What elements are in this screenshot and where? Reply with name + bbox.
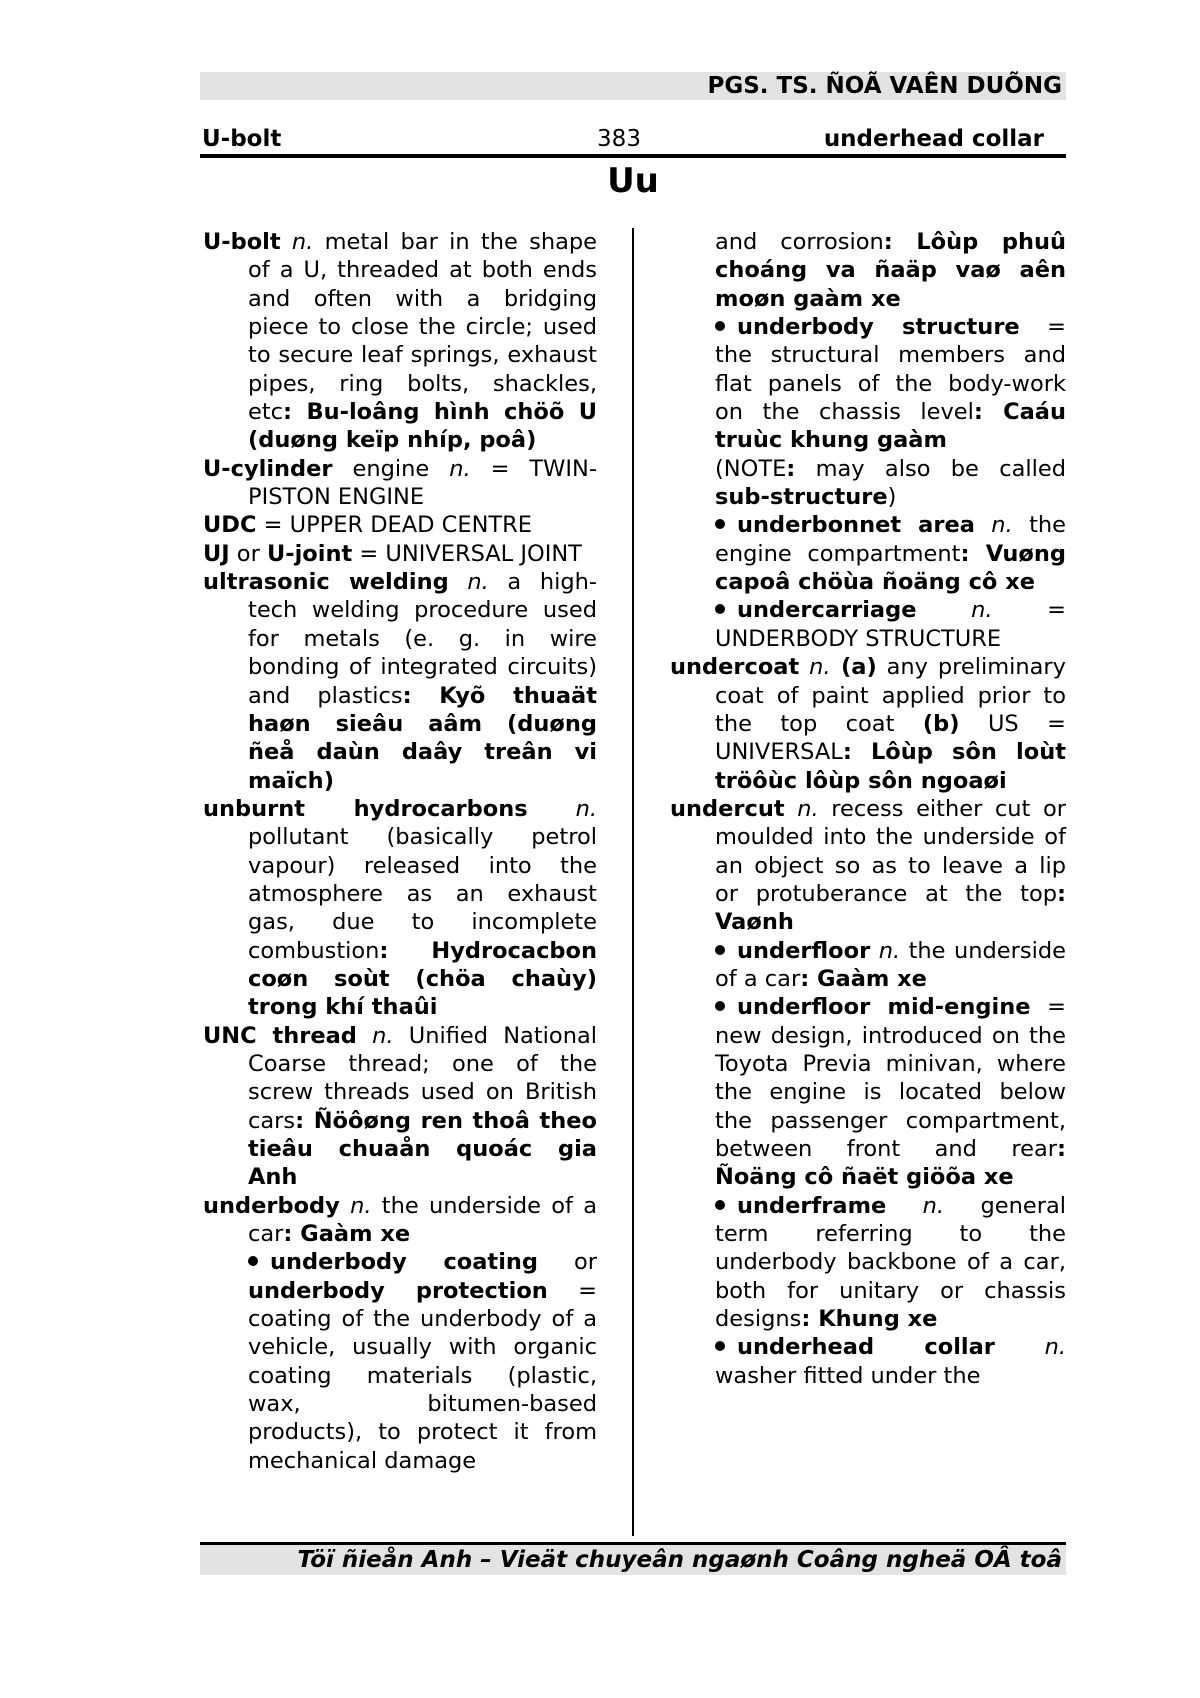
part-of-speech: n. (449, 455, 471, 482)
headword: undercoat (670, 654, 800, 681)
entry-undercut (670, 795, 1066, 937)
first-entry-guideword: U-bolt (202, 126, 282, 152)
entry-udc (203, 511, 597, 539)
separator: : (842, 739, 852, 766)
headword: underframe (737, 1192, 887, 1219)
headword: U-cylinder (203, 455, 333, 482)
definition: washer fitted under the (715, 1362, 981, 1389)
conjunction: or (229, 540, 267, 567)
headword: UNC thread (203, 1022, 357, 1049)
separator: : (295, 1107, 305, 1134)
page-number: 383 (597, 126, 641, 152)
headword-alt: U-joint (266, 540, 353, 567)
part-of-speech: n. (350, 1192, 372, 1219)
separator: : (379, 937, 389, 964)
vietnamese-translation: Caáu truùc khung gaàm (715, 399, 1066, 454)
separator: : (283, 1221, 293, 1248)
definition: = new design, introduced on the Toyota Previa minivan, where the engine is located below the passenger compartment, between front and rear (715, 994, 1066, 1162)
author-banner (200, 72, 1066, 100)
entry-u-cylinder (203, 455, 597, 512)
note-term: sub-structure (715, 484, 888, 511)
definition: the engine compartment (715, 512, 1067, 567)
vietnamese-translation: Vuøng capoâ chöùa ñoäng cô xe (715, 540, 1067, 596)
running-head (200, 124, 1066, 154)
subentry-underbody-coating (203, 1248, 597, 1475)
headword: undercarriage (737, 597, 917, 624)
part-of-speech: n. (878, 937, 901, 964)
subentry-undercarriage (670, 596, 1066, 653)
definition: the underside of a car (715, 937, 1066, 992)
book-title: Töï ñieån Anh – Vieät chuyeân ngaønh Coâng ngheä OÂ toâ (297, 1547, 1062, 1573)
part-of-speech: n. (991, 512, 1013, 539)
part-of-speech: n. (797, 795, 819, 822)
note-colon: : (786, 455, 796, 482)
part-of-speech: n. (291, 229, 314, 255)
subentry-underframe (670, 1192, 1066, 1334)
vietnamese-translation: Lôùp sôn loùt tröôùc lôùp sôn ngoaøi (715, 739, 1066, 794)
separator: : (960, 540, 970, 567)
vietnamese-translation: Bu-loâng hình chöõ U (duøng keïp nhíp, poâ) (248, 399, 597, 454)
left-column (203, 228, 597, 1475)
usage-note (670, 455, 1066, 512)
entry-u-bolt (203, 228, 597, 455)
vietnamese-translation: Hydrocacbon coøn soùt (chöa chaùy) trong khí thaûi (248, 937, 597, 1021)
definition: = coating of the underbody of a vehicle, usually with organic coating materials (plastic, wax, bitumen-based products), to protect it from mechanical damage (248, 1277, 597, 1474)
headword: underbody coating (270, 1249, 539, 1276)
headword: ultrasonic welding (203, 569, 449, 596)
separator: : (800, 965, 810, 992)
headword: UDC (203, 512, 257, 539)
entry-unc-thread (203, 1022, 597, 1192)
bullet-icon (715, 519, 725, 529)
separator: : (1057, 880, 1066, 907)
subentry-continuation (670, 228, 1066, 313)
separator: : (283, 399, 293, 426)
vietnamese-translation: Khung xe (810, 1306, 938, 1333)
vietnamese-translation: Ñoäng cô ñaët giöõa xe (715, 1164, 1014, 1191)
definition: pollutant (basically petrol vapour) released into the atmosphere as an exhaust gas, due to incomplete combustion (248, 824, 597, 964)
definition: = UPPER DEAD CENTRE (256, 512, 532, 539)
definition: = UNIVERSAL JOINT (352, 540, 582, 567)
vietnamese-translation: Gaàm xe (809, 965, 927, 992)
part-of-speech: n. (575, 795, 597, 822)
headword: undercut (670, 795, 785, 822)
entry-underbody (203, 1192, 597, 1249)
bullet-icon (715, 321, 725, 331)
headword-alt: underbody protection (248, 1277, 548, 1304)
subentry-underhead-collar (670, 1333, 1066, 1390)
definition: metal bar in the shape of a U, threaded at both ends and often with a bridging piece to close the circle; used to secure leaf springs, exhaust pipes, ring bolts, shackles, etc (248, 229, 597, 426)
subentry-underfloor-mid-engine (670, 993, 1066, 1191)
part-of-speech: n. (922, 1192, 945, 1219)
headword: underfloor mid-engine (737, 994, 1031, 1021)
definition: = the structural members and flat panels of the body-work on the chassis level (715, 314, 1066, 426)
definition: a high-tech welding procedure used for metals (e. g. in wire bonding of integrated circuits) and plastics (248, 569, 597, 709)
headword-extra: engine (332, 455, 450, 482)
subentry-underbonnet-area (670, 511, 1066, 596)
note-text: may also be called (795, 455, 1066, 482)
entry-undercoat (670, 653, 1066, 795)
part-of-speech: n. (1044, 1334, 1066, 1361)
vietnamese-translation: Kyõ thuaät haøn sieâu aâm (duøng ñeå daùn daây treân vi maïch) (248, 682, 597, 794)
definition: the underside of a car (248, 1192, 597, 1248)
separator: : (1057, 1136, 1066, 1162)
sense-a-label: (a) (830, 654, 877, 681)
vietnamese-translation: Lôùp phuû choáng va ñaäp vaø aên moøn gaàm xe (715, 229, 1066, 312)
column-divider (632, 228, 634, 1536)
sense-b-definition: US = UNIVERSAL (715, 710, 1066, 766)
entry-uj (203, 540, 597, 568)
author-name: PGS. TS. ÑOÃ VAÊN DUÕNG (707, 73, 1062, 99)
separator: : (883, 229, 893, 255)
right-column (670, 228, 1066, 1390)
definition: and corrosion (715, 229, 884, 255)
headword: underbody (203, 1192, 340, 1219)
definition: general term referring to the underbody backbone of a car, both for unitary or chassis designs (715, 1192, 1066, 1333)
footer-banner (200, 1545, 1066, 1575)
bullet-icon (715, 1200, 725, 1210)
vietnamese-translation: Ñöôøng ren thoâ theo tieâu chuaån quoác gia Anh (248, 1107, 597, 1191)
headword: UJ (203, 540, 230, 567)
headword: U-bolt (203, 229, 281, 255)
headword: unburnt hydrocarbons (203, 795, 528, 822)
headword: underhead collar (737, 1334, 995, 1361)
headword: underbody structure (737, 314, 1020, 341)
bullet-icon (715, 1001, 725, 1011)
headword: underbonnet area (737, 512, 975, 539)
definition: = UNDERBODY STRUCTURE (715, 597, 1066, 652)
bullet-icon (248, 1256, 258, 1266)
separator: : (973, 399, 983, 426)
part-of-speech: n. (971, 597, 993, 624)
note-close: ) (887, 484, 897, 511)
vietnamese-translation: Gaàm xe (292, 1221, 411, 1248)
part-of-speech: n. (467, 569, 489, 596)
conjunction: or (538, 1249, 597, 1276)
bullet-icon (715, 604, 725, 614)
separator: : (402, 682, 412, 709)
separator: : (801, 1306, 811, 1333)
subentry-underbody-structure (670, 313, 1066, 455)
sense-b-label: (b) (922, 710, 960, 737)
definition: recess either cut or moulded into the underside of an object so as to leave a lip or protuberance at the top (715, 795, 1066, 907)
headword: underfloor (737, 937, 871, 964)
note-open: (NOTE (715, 455, 787, 482)
part-of-speech: n. (809, 654, 831, 681)
sense-a-definition: any preliminary coat of paint applied prior to the top coat (715, 654, 1066, 737)
last-entry-guideword: underhead collar (823, 126, 1044, 152)
bullet-icon (715, 1341, 725, 1351)
definition: Unified National Coarse thread; one of the screw threads used on British cars (248, 1022, 597, 1134)
subentry-underfloor (670, 937, 1066, 994)
section-letter: Uu (607, 161, 659, 201)
bullet-icon (715, 945, 725, 955)
entry-ultrasonic-welding (203, 568, 597, 795)
entry-unburnt-hydrocarbons (203, 795, 597, 1022)
vietnamese-translation: Vaønh (715, 909, 794, 936)
definition: = TWIN-PISTON ENGINE (248, 455, 598, 511)
part-of-speech: n. (372, 1022, 394, 1049)
